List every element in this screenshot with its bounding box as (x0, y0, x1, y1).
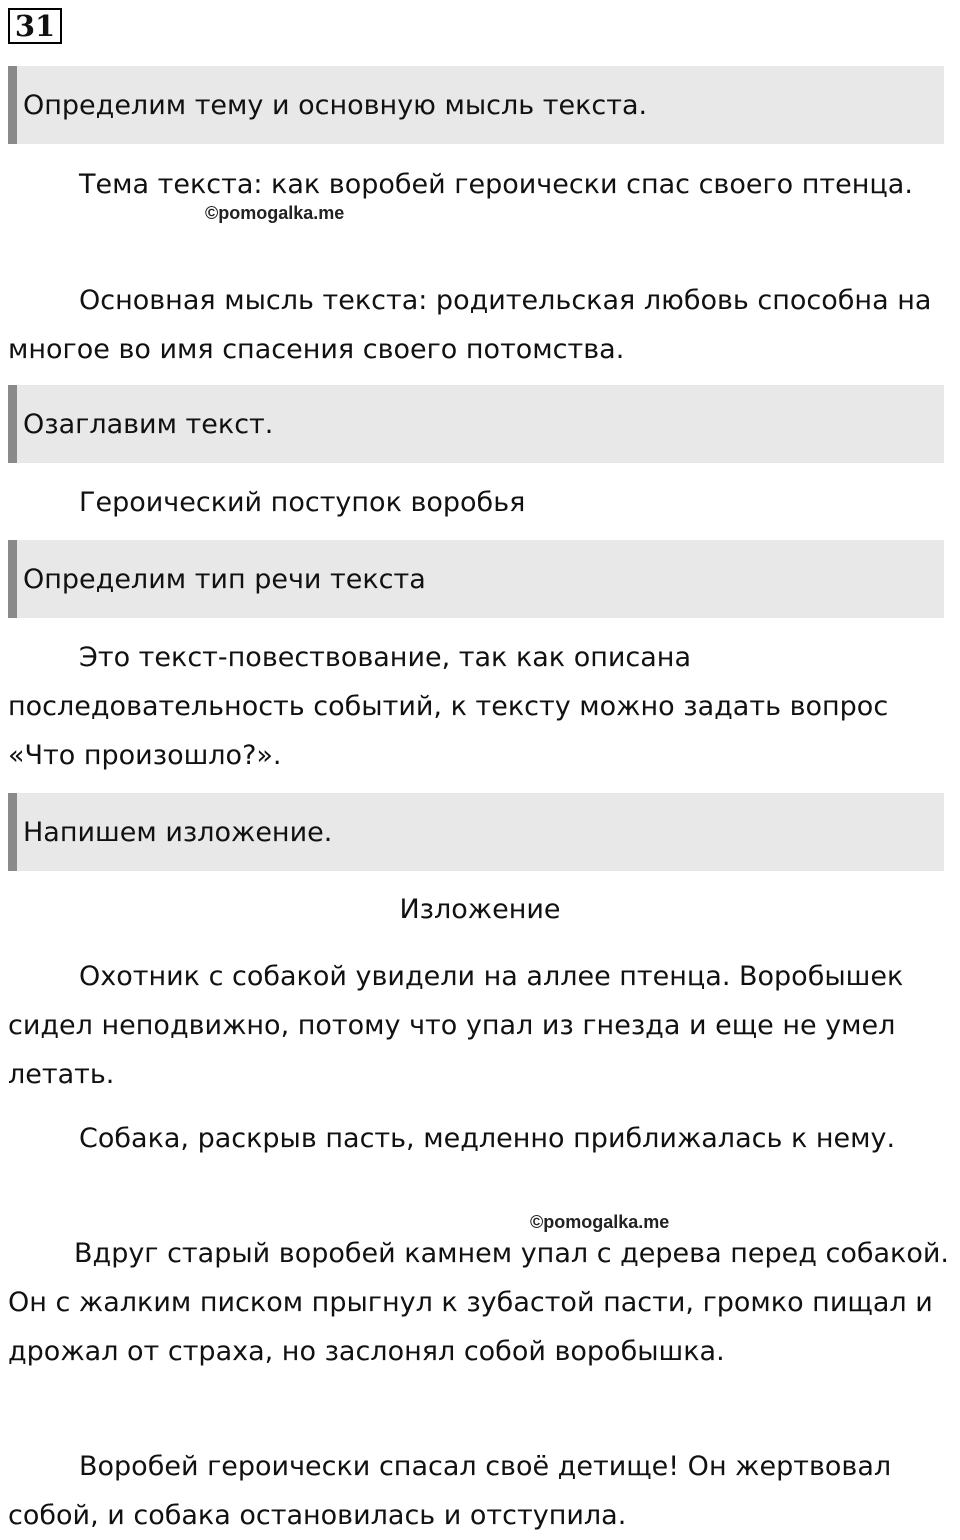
essay-paragraph-2: Собака, раскрыв пасть, медленно приближалась к нему. (79, 1123, 896, 1154)
section-header-speech-type (8, 540, 944, 618)
watermark-bottom: ©pomogalka.me (530, 1212, 670, 1232)
section-header-text: Озаглавим текст. (23, 408, 274, 440)
essay-heading: Изложение (399, 894, 561, 925)
task-number-badge: 31 (8, 8, 62, 44)
section-header-write (8, 793, 944, 871)
paragraph-main-idea: Основная мысль текста: родительская любовь способна на многое во имя спасения своего потомства. (8, 285, 932, 365)
paragraph-speech-type-answer: Это текст-повествование, так как описана последовательность событий, к тексту можно задать вопрос «Что произошло?». (8, 642, 889, 771)
essay-paragraph-1: Охотник с собакой увидели на аллее птенца. Воробышек сидел неподвижно, потому что упал из гнезда и еще не умел летать. (8, 961, 904, 1090)
section-header-text: Определим тему и основную мысль текста. (23, 89, 648, 121)
essay-paragraph-4: Воробей героически спасал своё детище! Он жертвовал собой, и собака остановилась и отступила. (8, 1451, 892, 1531)
section-header-theme-idea (8, 66, 944, 144)
section-header-text: Определим тип речи текста (23, 563, 426, 595)
watermark-top: ©pomogalka.me (205, 203, 345, 223)
section-header-text: Напишем изложение. (23, 816, 333, 848)
essay-paragraph-3: Вдруг старый воробей камнем упал с дерева перед собакой. Он с жалким писком прыгнул к зубастой пасти, громко пищал и дрожал от страха, но заслонял собой воробышка. (8, 1238, 949, 1367)
paragraph-title-answer: Героический поступок воробья (79, 487, 526, 518)
paragraph-theme: Тема текста: как воробей героически спас своего птенца. (79, 169, 913, 200)
section-header-title (8, 385, 944, 463)
